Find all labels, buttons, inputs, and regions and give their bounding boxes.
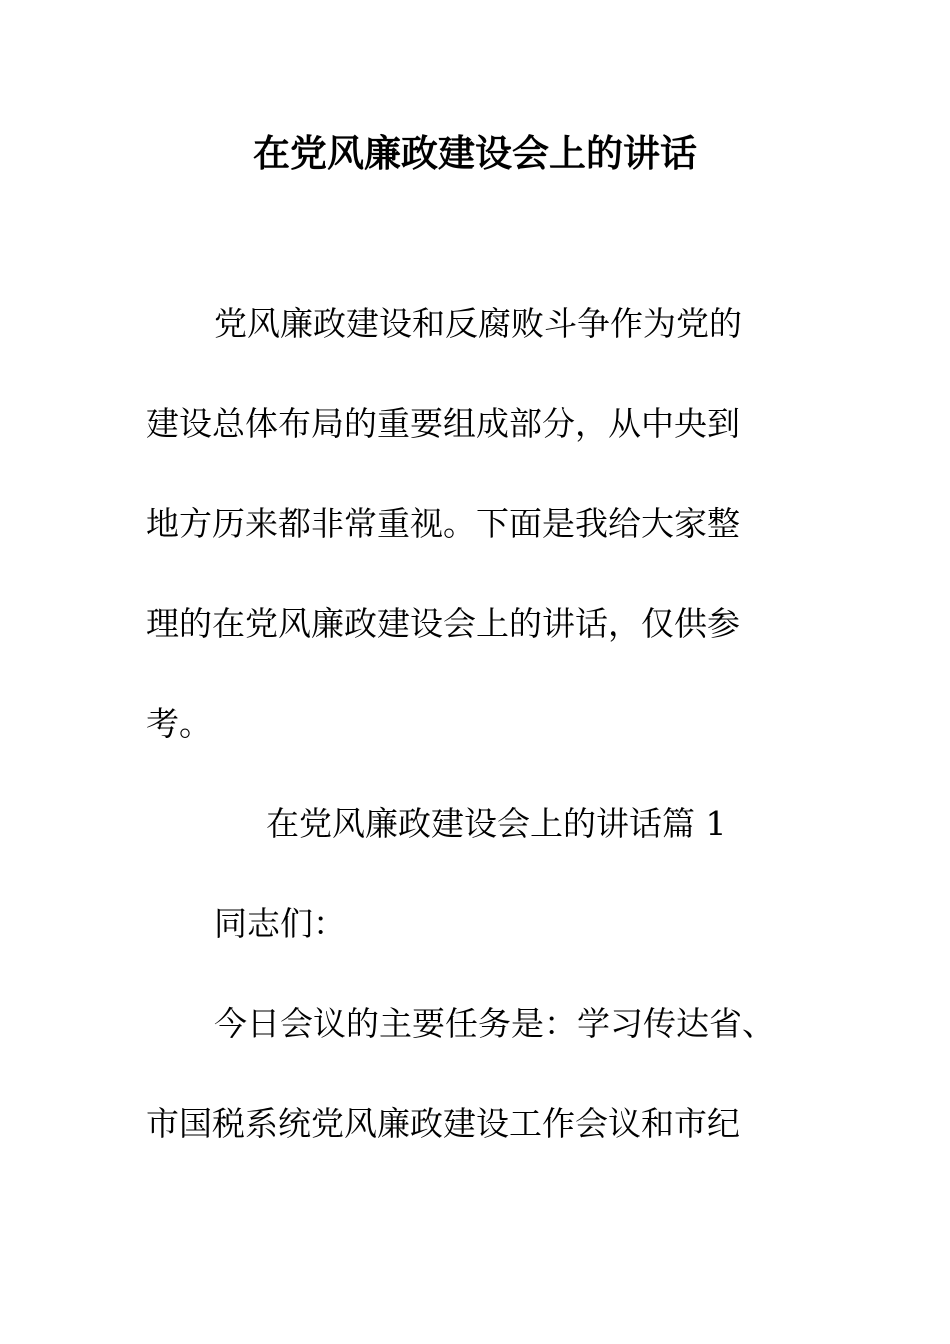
paragraph-line: 今日会议的主要任务是：学习传达省、 bbox=[214, 1004, 775, 1043]
paragraph-line: 考。 bbox=[146, 704, 212, 743]
paragraph-line: 党风廉政建设和反腐败斗争作为党的 bbox=[214, 304, 742, 343]
paragraph-line: 市国税系统党风廉政建设工作会议和市纪 bbox=[146, 1104, 740, 1143]
paragraph-line: 理的在党风廉政建设会上的讲话，仅供参 bbox=[146, 604, 740, 643]
paragraph-line: 地方历来都非常重视。下面是我给大家整 bbox=[146, 504, 740, 543]
paragraph-line: 建设总体布局的重要组成部分，从中央到 bbox=[146, 404, 740, 443]
document-title: 在党风廉政建设会上的讲话 bbox=[253, 132, 697, 175]
salutation: 同志们： bbox=[214, 904, 346, 943]
section-heading: 在党风廉政建设会上的讲话篇 1 bbox=[266, 804, 727, 843]
